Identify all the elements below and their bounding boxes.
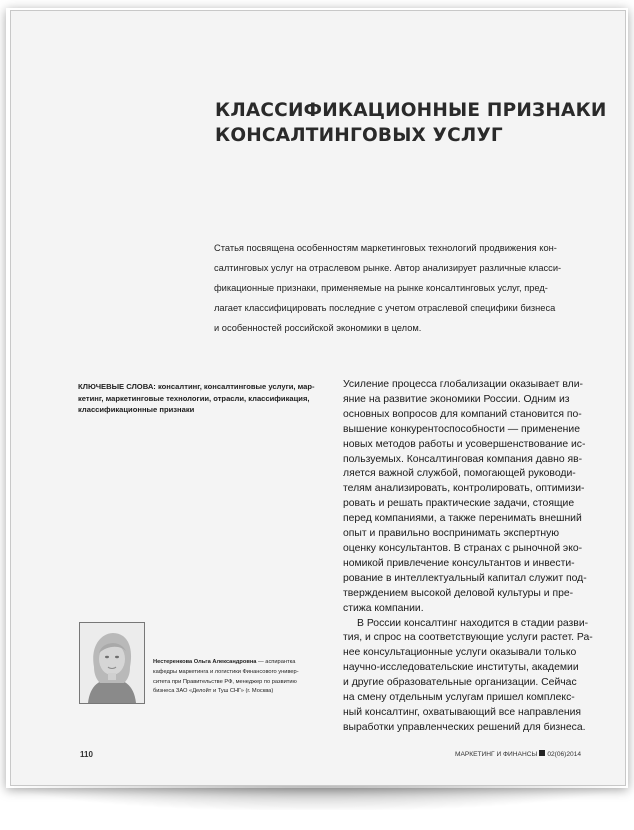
author-name: Нестеренкова Ольга Александровна — [153, 659, 257, 665]
body-line: тверждением высокой деловой культуры и пре- — [343, 587, 574, 599]
body-line: основных вопросов для компаний становится по- — [343, 408, 582, 420]
body-line: В России консалтинг находится в стадии разви- — [357, 617, 589, 629]
abstract-line: салтинговых услуг на отраслевом рынке. Автор анализирует различные класси- — [214, 263, 562, 273]
article-title — [215, 98, 607, 148]
body-line: рование в интеллектуальный капитал служит под- — [343, 572, 587, 584]
body-line: на смену отдельным услугам пришел комплекс- — [343, 692, 575, 704]
journal-issue: 02(06)2014 — [547, 751, 582, 758]
body-line: опыт и правильно воспринимать экспертную — [343, 528, 560, 540]
author-role-line: ситета при Правительстве РФ, менеджер по развитию — [153, 678, 297, 685]
journal-footer — [455, 750, 581, 758]
abstract-line: и особенностей российской экономики в целом. — [214, 323, 422, 333]
body-line: новых методов работы и усовершенствование ис- — [343, 438, 586, 450]
body-line: перед компаниями, а также перенимать внешний — [343, 513, 582, 525]
body-line: телям анализировать, контролировать, оптимизи- — [343, 483, 585, 495]
abstract-line: лагает классифицировать последние с учетом отраслевой специфики бизнеса — [214, 303, 556, 313]
body-line: стижа компании. — [343, 602, 424, 614]
body-line: и другие образовательные организации. Сейчас — [343, 677, 577, 689]
body-line: нее консультационные услуги оказывали только — [343, 647, 577, 659]
body-line: научно-исследовательские институты, академии — [343, 662, 579, 674]
keywords-line: кетинг, маркетинговые технологии, отрасли, классификация, — [78, 393, 310, 403]
keywords-line: КЛЮЧЕВЫЕ СЛОВА: консалтинг, консалтинговые услуги, мар- — [78, 382, 315, 391]
body-line: пользуемых. Консалтинговая компания давно яв- — [343, 453, 583, 465]
body-line: ляется важной службой, помогающей руководи- — [343, 468, 576, 480]
body-line: ровать и решать практические задачи, стоящие — [343, 498, 575, 510]
square-separator-icon — [539, 750, 545, 756]
body-line: оценку консультантов. В странах с рыночной эко- — [343, 542, 583, 554]
body-line: тия, и спрос на соответствующие услуги растет. Ра- — [343, 632, 593, 644]
body-line: выработки управленческих решений для бизнеса. — [343, 721, 586, 733]
author-role-line: бизнеса ЗАО «Делойт и Туш СНГ» (г. Москва) — [153, 688, 274, 695]
body-line: ный консалтинг, охватывающий все направления — [343, 706, 582, 718]
body-line: номикой привлечение консультантов и инвести- — [343, 557, 575, 569]
body-line: яние на развитие экономики России. Одним из — [343, 393, 570, 405]
author-info — [153, 658, 328, 697]
article-abstract — [214, 238, 587, 338]
journal-name: МАРКЕТИНГ И ФИНАНСЫ — [455, 751, 538, 758]
title-line: КЛАССИФИКАЦИОННЫЕ ПРИЗНАКИ — [215, 100, 607, 121]
author-role-line: кафедры маркетинга и логистики Финансового универ- — [153, 668, 299, 675]
page-number: 110 — [80, 750, 93, 759]
keywords-block — [78, 381, 328, 416]
author-role: — аспирантка — [256, 659, 296, 665]
abstract-line: Статья посвящена особенностям маркетинговых технологий продвижения кон- — [214, 243, 557, 253]
author-portrait-image — [80, 623, 144, 703]
article-body — [343, 378, 593, 736]
keywords-line: классификационные признаки — [78, 405, 195, 414]
body-line: вышение конкурентоспособности — применение — [343, 423, 581, 435]
title-line: КОНСАЛТИНГОВЫХ УСЛУГ — [215, 125, 503, 146]
author-photo — [79, 622, 145, 704]
body-line: Усиление процесса глобализации оказывает вли- — [343, 379, 583, 390]
abstract-line: фикационные признаки, применяемые на рынке консалтинговых услуг, пред- — [214, 283, 548, 293]
